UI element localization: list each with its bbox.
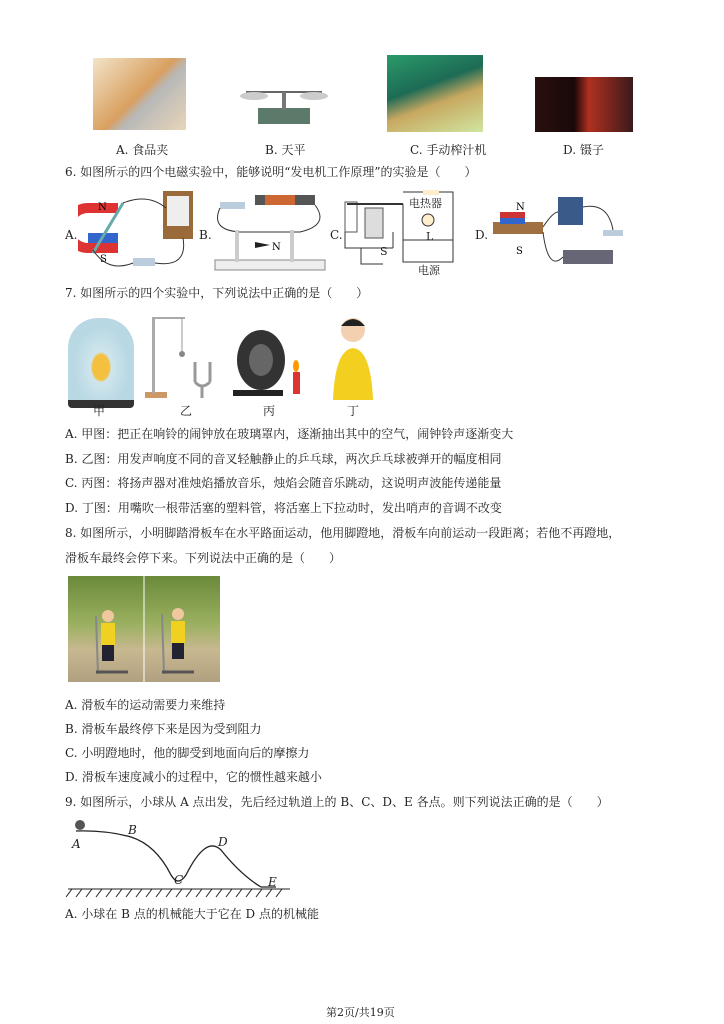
svg-text:S: S	[100, 254, 107, 265]
svg-text:N: N	[516, 202, 525, 213]
speaker-candle-photo	[233, 326, 311, 400]
q8-option-b: B. 滑板车最终停下来是因为受到阻力	[65, 722, 262, 736]
q5-option-c: C. 手动榨汁机	[410, 143, 487, 157]
scooter-photo	[68, 576, 220, 682]
q6-stem: 6. 如图所示的四个电磁实验中，能够说明“发电机工作原理”的实验是（ ）	[65, 165, 477, 179]
q6-fig-label-d: D.	[475, 228, 489, 242]
point-d-label: D	[218, 835, 228, 849]
q7-option-a: A. 甲图：把正在响铃的闹钟放在玻璃罩内，逐渐抽出其中的空气，闹钟铃声逐渐变大	[65, 427, 514, 441]
q7-option-b: B. 乙图：用发声响度不同的音叉轻触静止的乒乓球，两次乒乓球被弹开的幅度相同	[65, 452, 502, 466]
page-footer: 第2页/共19页	[326, 1006, 395, 1019]
q7-option-d: D. 丁图：用嘴吹一根带活塞的塑料管，将活塞上下拉动时，发出哨声的音调不改变	[65, 501, 502, 515]
q7-stem: 7. 如图所示的四个实验中，下列说法中正确的是（ ）	[65, 286, 369, 300]
juicer-photo	[387, 55, 483, 132]
q9-option-a: A. 小球在 B 点的机械能大于它在 D 点的机械能	[65, 907, 319, 921]
q7-fig-label-ding: 丁	[347, 404, 360, 418]
svg-text:S: S	[516, 246, 523, 257]
q5-option-a: A. 食品夹	[116, 143, 169, 157]
q5-option-b: B. 天平	[265, 143, 306, 157]
food-tongs-photo	[93, 58, 186, 130]
girl-whistle-photo	[325, 312, 381, 400]
q6-figure-d	[488, 192, 633, 274]
q9-stem: 9. 如图所示，小球从 A 点出发，先后经过轨道上的 B、C、D、E 各点。则下列说法正确的是（ ）	[65, 795, 609, 809]
point-c-label: C	[174, 873, 184, 887]
svg-text:N: N	[98, 202, 107, 213]
q7-fig-label-bing: 丙	[263, 404, 276, 418]
point-b-label: B	[128, 823, 137, 837]
balance-photo	[238, 70, 330, 130]
q7-option-c: C. 丙图：将扬声器对准烛焰播放音乐，烛焰会随音乐跳动，这说明声波能传递能量	[65, 476, 502, 490]
svg-text:N: N	[272, 242, 281, 253]
bell-jar-photo	[68, 318, 134, 408]
tuning-fork-photo	[140, 312, 230, 400]
q9-track-diagram	[66, 815, 292, 900]
heater-label: 电热器	[409, 197, 442, 210]
tweezers-photo	[535, 77, 633, 132]
q6-figure-b	[210, 190, 330, 272]
switch-label: S	[380, 245, 388, 258]
q6-figure-a	[78, 188, 198, 273]
q8-stem-line1: 8. 如图所示，小明脚踏滑板车在水平路面运动，他用脚蹬地，滑板车向前运动一段距离；若他不再蹬地，	[65, 526, 621, 540]
q7-fig-label-jia: 甲	[93, 404, 106, 418]
q7-fig-label-yi: 乙	[180, 404, 193, 418]
power-label: 电源	[418, 264, 440, 277]
q6-fig-label-a: A.	[65, 228, 78, 242]
q6-fig-label-b: B.	[199, 228, 212, 242]
q8-stem-line2: 滑板车最终会停下来。下列说法中正确的是（ ）	[65, 551, 342, 565]
q5-option-d: D. 镊子	[563, 143, 604, 157]
lamp-label: L	[426, 230, 434, 243]
q8-option-a: A. 滑板车的运动需要力来维持	[65, 698, 226, 712]
point-e-label: E	[268, 875, 277, 889]
point-a-label: A	[72, 837, 81, 851]
q8-option-d: D. 滑板车速度减小的过程中，它的惯性越来越小	[65, 770, 322, 784]
q6-fig-label-c: C.	[330, 228, 343, 242]
q6-figure-c	[343, 190, 463, 280]
q8-option-c: C. 小明蹬地时，他的脚受到地面向后的摩擦力	[65, 746, 310, 760]
